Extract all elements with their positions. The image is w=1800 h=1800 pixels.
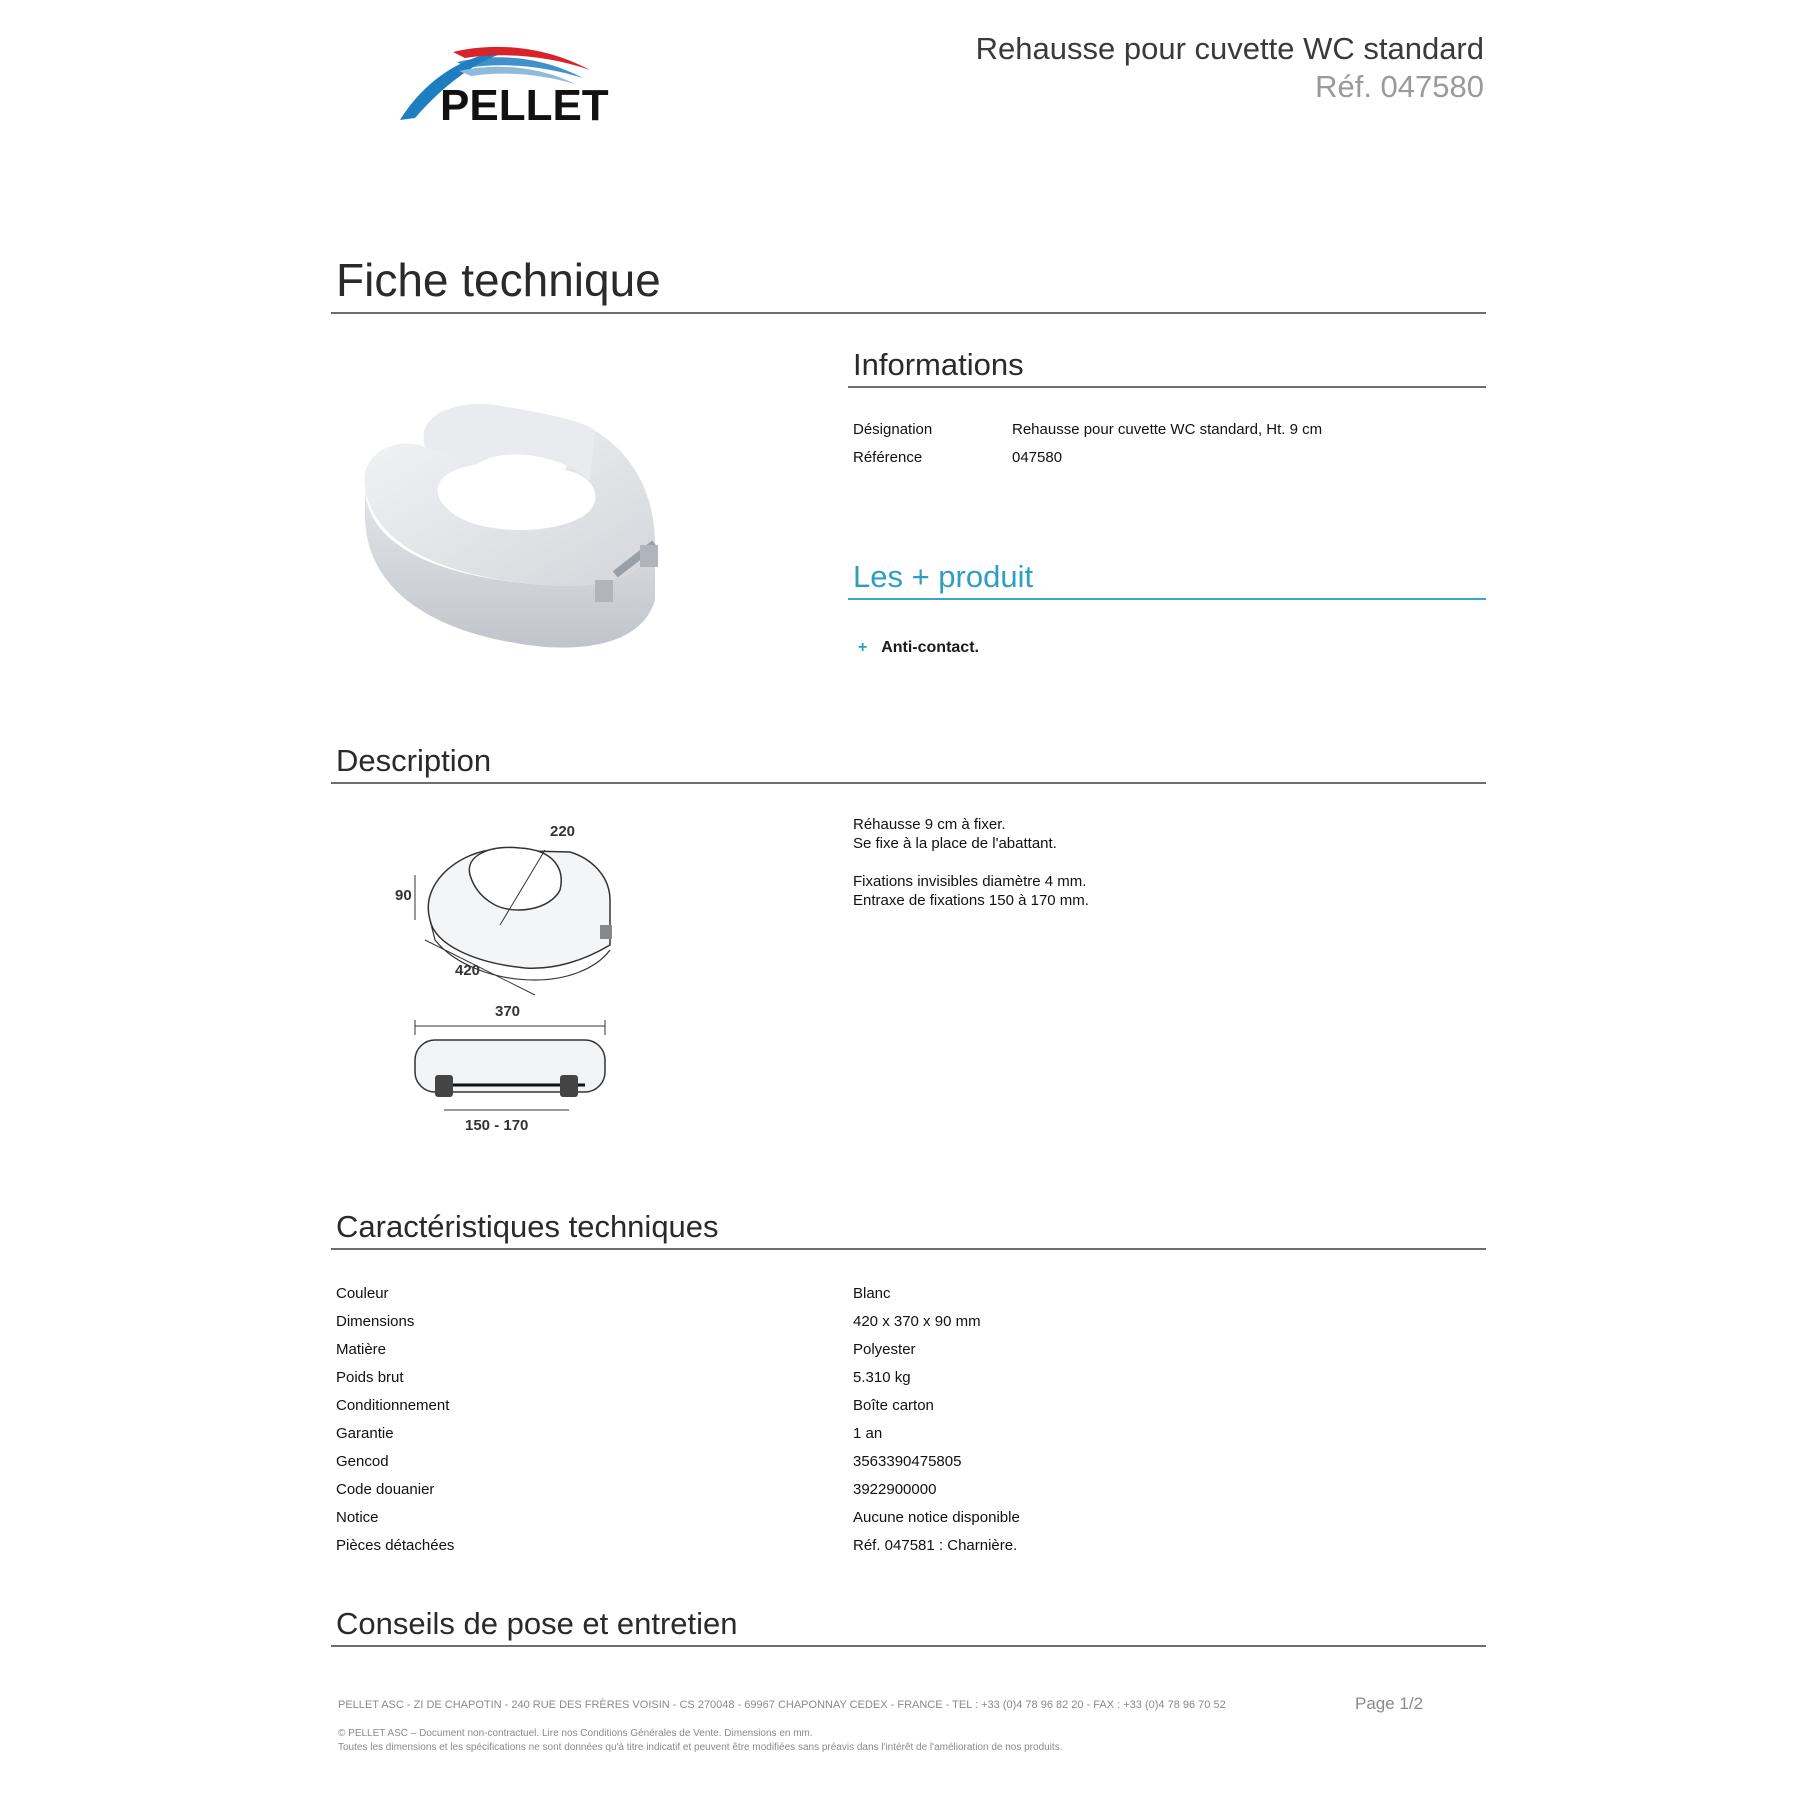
table-row: Gencod 3563390475805 [336, 1453, 962, 1470]
les-plus-title: Les + produit [848, 558, 1486, 600]
table-row: Conditionnement Boîte carton [336, 1397, 934, 1414]
desc-line: Fixations invisibles diamètre 4 mm. [853, 873, 1087, 890]
table-row: Pièces détachées Réf. 047581 : Charnière. [336, 1537, 1018, 1554]
desc-line [853, 853, 1089, 872]
info-row-designation: Désignation Rehausse pour cuvette WC standard, Ht. 9 cm [853, 421, 1323, 438]
logo-swoosh-icon [395, 40, 635, 130]
header-product [976, 30, 1484, 106]
desc-line: Réhausse 9 cm à fixer. [853, 816, 1006, 833]
footer-page-number: Page 1/2 [1355, 1694, 1424, 1713]
table-row: Notice Aucune notice disponible [336, 1509, 1020, 1526]
desc-line: Entraxe de fixations 150 à 170 mm. [853, 892, 1089, 909]
dimension-diagram [395, 820, 625, 1140]
dim-90-label: 90 [395, 887, 412, 904]
dim-370-label: 370 [495, 1003, 521, 1020]
page-title: Fiche technique [331, 252, 1486, 314]
table-row: Matière Polyester [336, 1341, 916, 1358]
plus-item [858, 634, 979, 662]
table-row: Couleur Blanc [336, 1285, 891, 1302]
footer-copyright: © PELLET ASC – Document non-contractuel. Lire nos Conditions Générales de Vente. Dimensions en mm. Toutes les dimensions et les spécifications ne sont données qu'à titre indicatif et peuvent être modifiées sans préavis dans l'intérêt de l'amélioration de nos produits. [338, 1728, 1063, 1753]
header-reference: Réf. 047580 [1315, 69, 1484, 104]
desc-line: Se fixe à la place de l'abattant. [853, 835, 1057, 852]
product-image [355, 385, 705, 670]
logo-text: PELLET [440, 81, 609, 130]
table-row: Poids brut 5.310 kg [336, 1369, 911, 1386]
table-row: Garantie 1 an [336, 1425, 883, 1442]
dim-220-label: 220 [550, 823, 576, 840]
dim-entraxe-label: 150 - 170 [465, 1117, 529, 1134]
pellet-logo [395, 40, 635, 130]
informations-table [853, 416, 1322, 472]
table-row: Dimensions 420 x 370 x 90 mm [336, 1313, 981, 1330]
info-row-reference: Référence 047580 [853, 449, 1063, 466]
conseils-title: Conseils de pose et entretien [331, 1605, 1486, 1647]
caracteristiques-title: Caractéristiques techniques [331, 1208, 1486, 1250]
caracteristiques-table [336, 1280, 1020, 1560]
description-text [853, 815, 1089, 910]
plus-icon: + [858, 639, 868, 656]
informations-title: Informations [848, 346, 1486, 388]
description-title: Description [331, 742, 1486, 784]
header-title: Rehausse pour cuvette WC standard [975, 31, 1484, 66]
dim-420-label: 420 [455, 962, 481, 979]
plus-item-text: Anti-contact. [881, 639, 979, 656]
table-row: Code douanier 3922900000 [336, 1481, 937, 1498]
footer-address: PELLET ASC - ZI DE CHAPOTIN - 240 RUE DES FRÈRES VOISIN - CS 270048 - 69967 CHAPONNAY CEDEX - FRANCE - TEL : +33 (0)4 78 96 82 20 - FAX : +33 (0)4 78 96 70 52 [338, 1699, 1226, 1711]
